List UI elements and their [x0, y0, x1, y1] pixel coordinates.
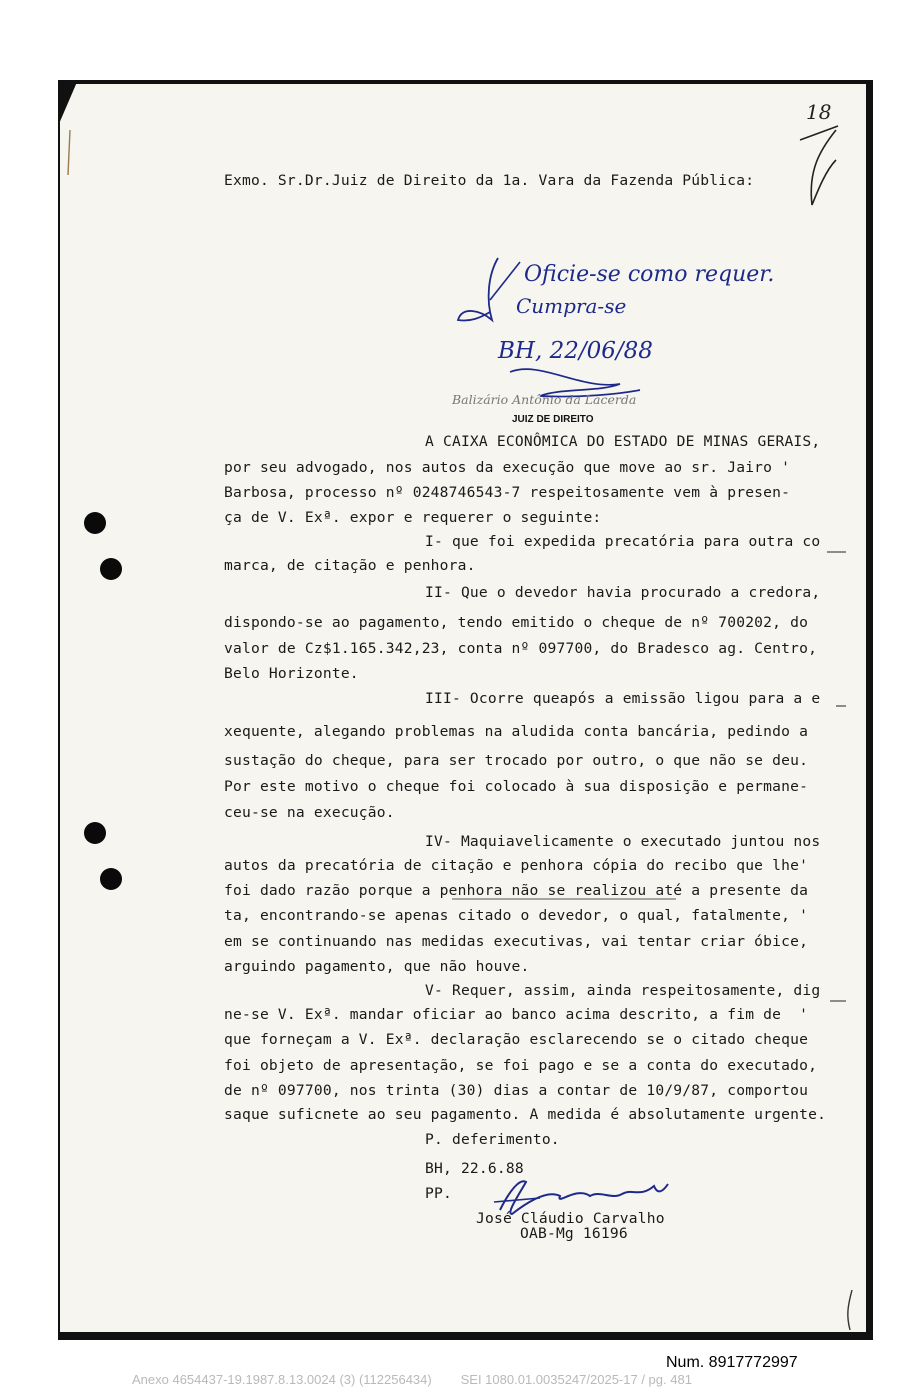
judge-stamp-title: JUIZ DE DIREITO — [512, 414, 594, 425]
signer-oab: OAB-Mg 16196 — [520, 1225, 628, 1242]
judge-stamp-name: Balizário Antônio da Lacerda — [452, 392, 637, 407]
closing-request: P. deferimento. — [425, 1131, 560, 1148]
body-line: xequente, alegando problemas na aludida conta bancária, pedindo a — [224, 723, 809, 740]
body-line: Por este motivo o cheque foi colocado à sua disposição e permane- — [224, 778, 809, 795]
judge-note-line3: BH, 22/06/88 — [498, 338, 653, 364]
body-line: ça de V. Exª. expor e requerer o seguinte: — [224, 509, 602, 526]
body-line: foi objeto de apresentação, se foi pago e se a conta do executado, — [224, 1057, 818, 1074]
body-line: IV- Maquiavelicamente o executado juntou nos — [425, 833, 821, 850]
body-line: que forneçam a V. Exª. declaração esclarecendo se o citado cheque — [224, 1031, 809, 1048]
body-line: ne-se V. Exª. mandar oficiar ao banco acima descrito, a fim de ' — [224, 1006, 809, 1023]
judge-note-line1: Oficie-se como requer. — [524, 262, 775, 287]
page-number-mark: 18 — [806, 100, 832, 124]
body-line: autos da precatória de citação e penhora cópia do recibo que lhe' — [224, 857, 809, 874]
body-line: Barbosa, processo nº 0248746543-7 respeitosamente vem à presen- — [224, 484, 791, 501]
body-line: A CAIXA ECONÔMICA DO ESTADO DE MINAS GERAIS, — [425, 433, 821, 450]
body-line: dispondo-se ao pagamento, tendo emitido o cheque de nº 700202, do — [224, 614, 809, 631]
body-line: ceu-se na execução. — [224, 804, 395, 821]
body-line: saque suficnete ao seu pagamento. A medida é absolutamente urgente. — [224, 1106, 827, 1123]
body-line: de nº 097700, nos trinta (30) dias a contar de 10/9/87, comportou — [224, 1082, 809, 1099]
body-line: em se continuando nas medidas executivas, vai tentar criar óbice, — [224, 933, 809, 950]
body-line: II- Que o devedor havia procurado a credora, — [425, 584, 821, 601]
body-line: arguindo pagamento, que não houve. — [224, 958, 530, 975]
body-line: sustação do cheque, para ser trocado por outro, o que não se deu. — [224, 752, 809, 769]
body-line: Belo Horizonte. — [224, 665, 359, 682]
body-line: marca, de citação e penhora. — [224, 557, 476, 574]
body-line: foi dado razão porque a penhora não se realizou até a presente da — [224, 882, 809, 899]
addressee-line: Exmo. Sr.Dr.Juiz de Direito da 1a. Vara da Fazenda Pública: — [224, 172, 755, 189]
document-reference: Anexo 4654437-19.1987.8.13.0024 (3) (112256434) SEI 1080.01.0035247/2025-17 / pg. 481 — [132, 1372, 692, 1387]
body-line: III- Ocorre queapós a emissão ligou para a e — [425, 690, 821, 707]
document-number: Num. 8917772997 — [666, 1354, 798, 1371]
body-line: valor de Cz$1.165.342,23, conta nº 097700, do Bradesco ag. Centro, — [224, 640, 818, 657]
closing-place-date: BH, 22.6.88 — [425, 1160, 524, 1177]
judge-note-line2: Cumpra-se — [516, 294, 627, 318]
body-line: ta, encontrando-se apenas citado o devedor, o qual, fatalmente, ' — [224, 907, 809, 924]
signer-name: José Cláudio Carvalho — [476, 1210, 665, 1227]
closing-pp: PP. — [425, 1185, 452, 1202]
body-line: V- Requer, assim, ainda respeitosamente, dig — [425, 982, 821, 999]
body-line: I- que foi expedida precatória para outra co — [425, 533, 821, 550]
body-line: por seu advogado, nos autos da execução que move ao sr. Jairo ' — [224, 459, 791, 476]
